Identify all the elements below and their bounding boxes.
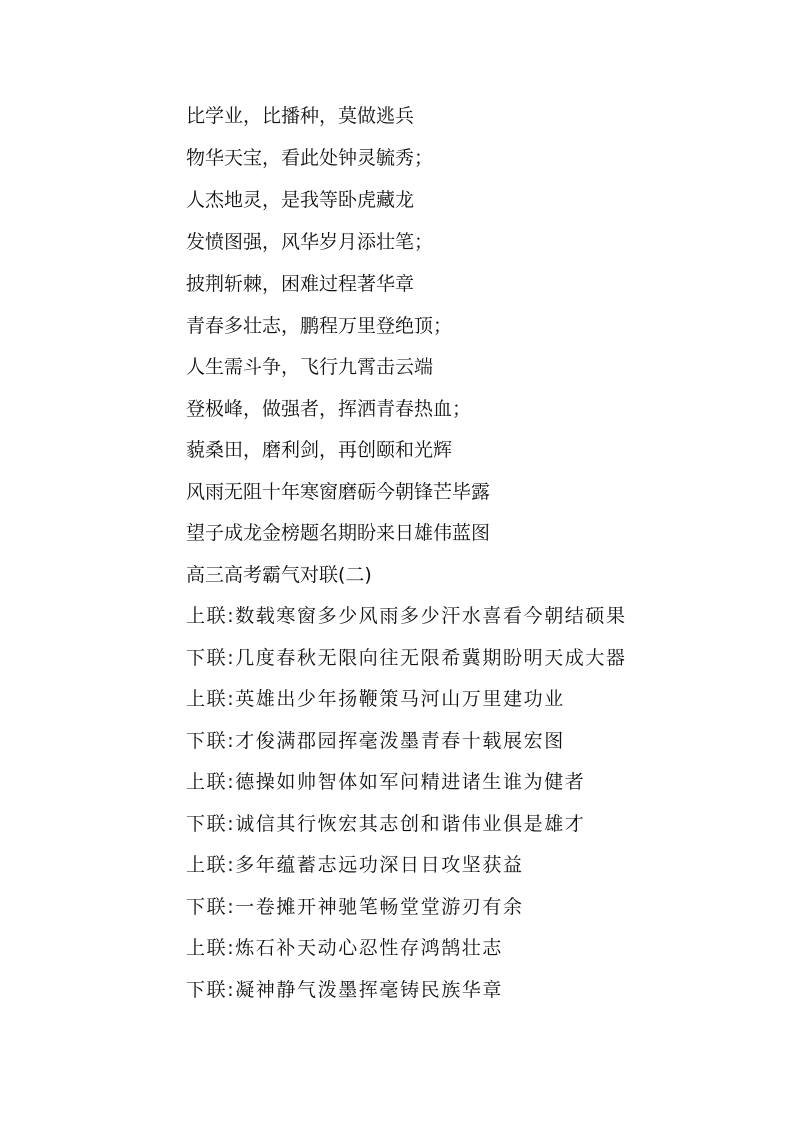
text-line: 望子成龙金榜题名期盼来日雄伟蓝图 bbox=[186, 522, 491, 544]
text-line: 登极峰，做强者，挥洒青春热血； bbox=[186, 398, 472, 420]
couplet-line: 下联:才俊满郡园挥毫泼墨青春十载展宏图 bbox=[186, 730, 565, 752]
couplet-line: 下联:凝神静气泼墨挥毫铸民族华章 bbox=[186, 979, 504, 1001]
couplet-line: 下联:一卷摊开神驰笔畅堂堂游刃有余 bbox=[186, 896, 524, 918]
text-line: 比学业，比播种，莫做逃兵 bbox=[186, 105, 415, 127]
couplet-line: 下联:几度春秋无限向往无限希冀期盼明天成大器 bbox=[186, 647, 627, 669]
couplet-line: 上联:德操如帅智体如军问精进诸生谁为健者 bbox=[186, 771, 586, 793]
text-line: 藐桑田，磨利剑，再创颐和光辉 bbox=[186, 439, 453, 461]
section-heading: 高三高考霸气对联(二) bbox=[186, 564, 372, 586]
text-line: 人生需斗争，飞行九霄击云端 bbox=[186, 356, 434, 378]
couplet-line: 下联:诚信其行恢宏其志创和谐伟业俱是雄才 bbox=[186, 813, 586, 835]
text-line: 青春多壮志，鹏程万里登绝顶； bbox=[186, 315, 453, 337]
couplet-line: 上联:数载寒窗多少风雨多少汗水喜看今朝结硕果 bbox=[186, 605, 627, 627]
text-line: 风雨无阻十年寒窗磨砺今朝锋芒毕露 bbox=[186, 481, 491, 503]
couplet-line: 上联:炼石补天动心忍性存鸿鹄壮志 bbox=[186, 937, 504, 959]
couplet-line: 上联:多年蕴蓄志远功深日日攻坚获益 bbox=[186, 854, 524, 876]
couplet-line: 上联:英雄出少年扬鞭策马河山万里建功业 bbox=[186, 688, 565, 710]
text-line: 发愤图强，风华岁月添壮笔； bbox=[186, 231, 434, 253]
text-line: 人杰地灵，是我等卧虎藏龙 bbox=[186, 189, 415, 211]
text-line: 物华天宝，看此处钟灵毓秀； bbox=[186, 147, 434, 169]
text-line: 披荆斩棘，困难过程著华章 bbox=[186, 273, 415, 295]
